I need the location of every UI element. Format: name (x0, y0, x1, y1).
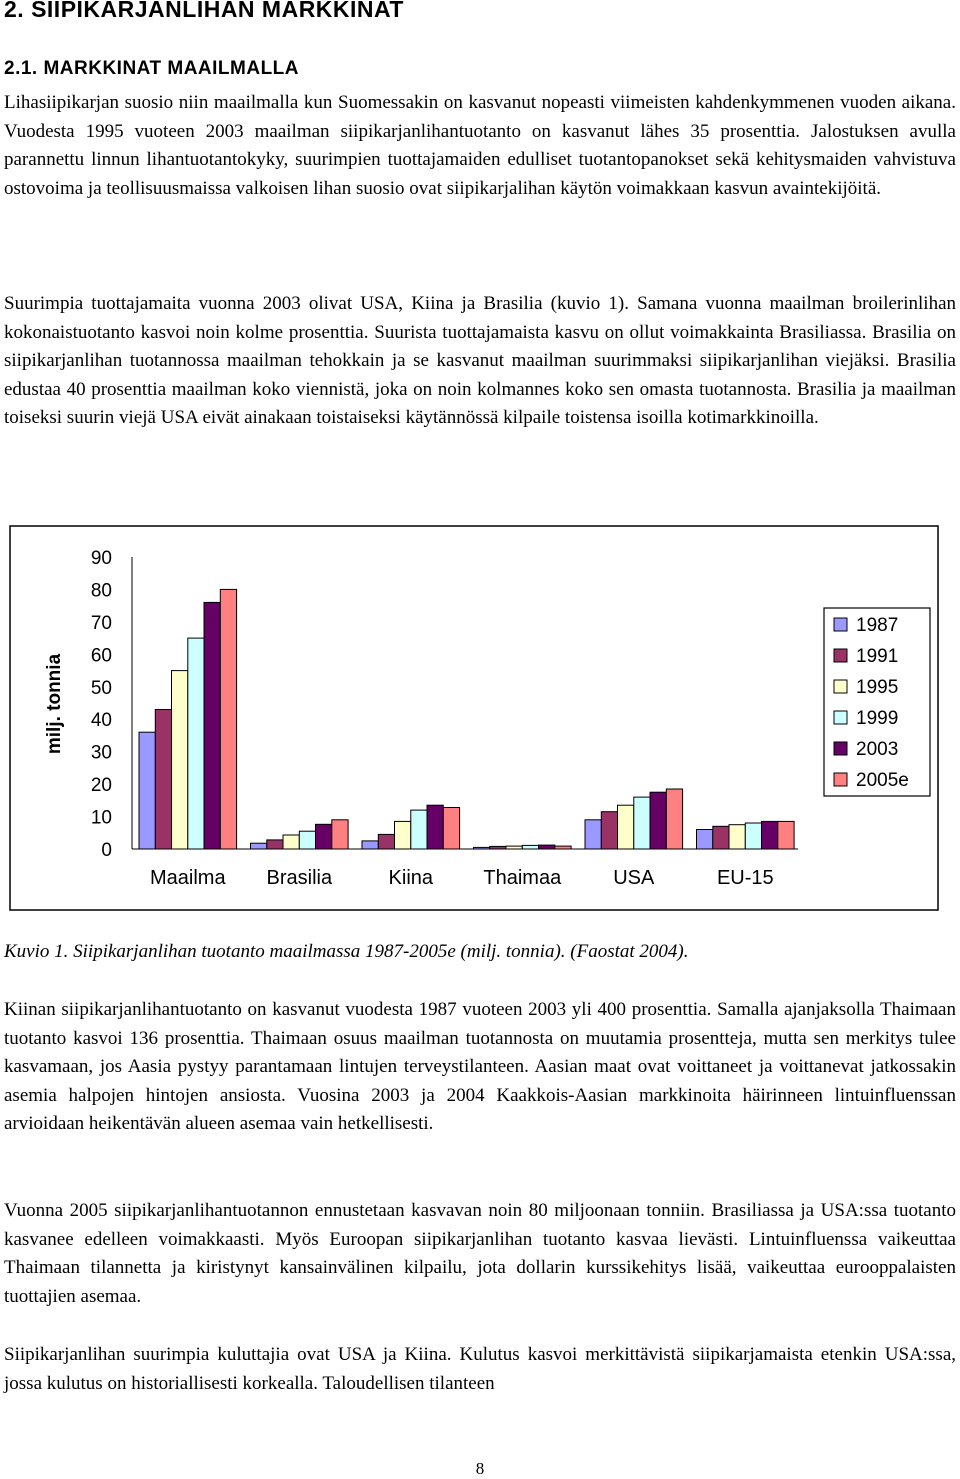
y-tick-label: 10 (90, 807, 112, 829)
bar (316, 824, 332, 849)
paragraph-1: Lihasiipikarjan suosio niin maailmalla kun Suomessakin on kasvanut nopeasti viimeisten kahdenkymmenen vuoden aikana. Vuodesta 1995 vuoteen 2003 maailman siipikarjanlihantuotanto on kasvanut lähes 35 prosenttia. Jalostuksen avulla parannettu linnun lihantuotantokyky, suurimpien tuottajamaiden edulliset tuotantopanokset sekä kehitysmaiden vahvistuva ostovoima ja teollisuusmaissa valkoisen lihan suosio ovat siipikarjalihan käytön voimakkaan kasvun avaintekijöitä. (4, 92, 956, 199)
x-tick-label: Thaimaa (483, 867, 562, 889)
bar (601, 812, 617, 849)
legend-label: 1991 (856, 646, 899, 667)
chart-frame (10, 526, 938, 910)
bar (666, 789, 682, 849)
y-tick-label: 0 (101, 840, 112, 861)
y-tick-label: 70 (90, 612, 112, 634)
legend (824, 608, 930, 796)
bar (220, 589, 236, 849)
bar (443, 808, 459, 850)
bar (650, 792, 666, 849)
y-axis-label: milj. tonnia (44, 653, 65, 755)
legend-swatch (834, 649, 847, 662)
paragraph-5: Siipikarjanlihan suurimpia kuluttajia ovat USA ja Kiina. Kulutus kasvoi merkittävistä siipikarjamaista etenkin USA:ssa, jossa kulutus on historiallisesti korkealla. Taloudellisen tilanteen (4, 1344, 956, 1394)
bar (522, 845, 538, 849)
y-tick-label: 50 (90, 677, 112, 699)
bar (299, 831, 315, 849)
bar (204, 602, 220, 849)
bar (411, 810, 427, 849)
bar (618, 805, 634, 849)
bar (745, 823, 761, 849)
production-bar-chart (0, 522, 944, 914)
chapter-heading: 2. SIIPIKARJANLIHAN MARKKINAT (4, 0, 404, 22)
legend-swatch (834, 773, 847, 786)
bar (378, 834, 394, 849)
y-tick-label: 30 (90, 742, 112, 764)
bar (332, 820, 348, 849)
y-tick-label: 40 (90, 710, 112, 732)
page-number: 8 (475, 1459, 485, 1478)
bar (155, 710, 171, 850)
bar (762, 821, 778, 849)
bar (139, 732, 155, 849)
legend-swatch (834, 742, 847, 755)
bar (188, 638, 204, 849)
bar (283, 835, 299, 849)
bar (506, 846, 522, 849)
x-tick-label: USA (613, 867, 655, 889)
y-tick-label: 90 (90, 548, 112, 569)
x-tick-label: Maailma (150, 867, 226, 889)
legend-swatch (834, 711, 847, 724)
bar (634, 797, 650, 849)
x-tick-label: Brasilia (266, 867, 333, 889)
bar (395, 821, 411, 849)
legend-label: 2003 (856, 739, 899, 760)
y-tick-label: 80 (90, 580, 112, 602)
y-tick-label: 60 (90, 645, 112, 667)
bar (172, 671, 188, 849)
bar (729, 825, 745, 849)
y-tick-label: 20 (90, 775, 112, 797)
bar (362, 841, 378, 849)
paragraph-3: Kiinan siipikarjanlihantuotanto on kasvanut vuodesta 1987 vuoteen 2003 yli 400 prosenttia. Samalla ajanjaksolla Thaimaan tuotanto kasvoi 136 prosenttia. Thaimaan osuus maailman tuotannosta on muutamia prosentteja, mutta sen merkitys tulee kasvamaan, jos Aasia pystyy parantamaan lintujen terveystilanteen. Aasian maat ovat voittaneet ja voittanevat jatkossakin asemia halpojen hintojen ansiosta. Vuosina 2003 ja 2004 Kaakkois-Aasian markkinoita häirinneen lintuinfluenssan arvioidaan heikentävän alueen asemaa vain hetkellisesti. (4, 999, 956, 1135)
section-heading: 2.1. MARKKINAT MAAILMALLA (4, 58, 300, 79)
bar (778, 821, 794, 849)
bar (490, 846, 506, 849)
bar (713, 826, 729, 849)
bar (427, 805, 443, 849)
bar (251, 843, 267, 849)
figure-caption: Kuvio 1. Siipikarjanlihan tuotanto maailmassa 1987-2005e (milj. tonnia). (Faostat 2004). (4, 941, 689, 962)
legend-swatch (834, 680, 847, 693)
bar (539, 845, 555, 849)
legend-label: 2005e (856, 770, 909, 791)
legend-label: 1987 (856, 615, 899, 636)
bar (555, 846, 571, 849)
paragraph-2: Suurimpia tuottajamaita vuonna 2003 olivat USA, Kiina ja Brasilia (kuvio 1). Samana vuonna maailman broilerinlihan kokonaistuotanto kasvoi noin kolme prosenttia. Suurista tuottajamaista kasvu on ollut voimakkainta Brasiliassa. Brasilia on siipikarjanlihan tuotannossa maailman tehokkain ja se kasvanut maailman suurimmaksi siipikarjanlihan viejäksi. Brasilia edustaa 40 prosenttia maailman koko viennistä, joka on noin kolmannes koko sen omasta tuotannosta. Brasilia ja maailman toiseksi suurin viejä USA eivät ainakaan toistaiseksi käytännössä kilpaile toistensa isoilla kotimarkkinoilla. (4, 293, 956, 429)
legend-label: 1995 (856, 677, 899, 698)
bar (267, 840, 283, 849)
paragraph-4: Vuonna 2005 siipikarjanlihantuotannon ennustetaan kasvavan noin 80 miljoonaan tonniin. Brasiliassa ja USA:ssa tuotanto kasvanee edelleen voimakkaasti. Myös Euroopan siipikarjanlihan tuotanto kasvaa lievästi. Lintuinfluenssa vaikeuttaa Thaimaan tilannetta ja kiristynyt kansainvälinen kilpailu, jota dollarin kurssikehitys lisää, vaikeuttaa eurooppalaisten tuottajien asemaa. (4, 1200, 956, 1307)
bar (585, 820, 601, 849)
bar (474, 847, 490, 849)
x-tick-label: Kiina (388, 867, 434, 889)
bar (697, 830, 713, 850)
legend-label: 1999 (856, 708, 899, 729)
legend-swatch (834, 618, 847, 631)
x-tick-label: EU-15 (716, 867, 774, 889)
